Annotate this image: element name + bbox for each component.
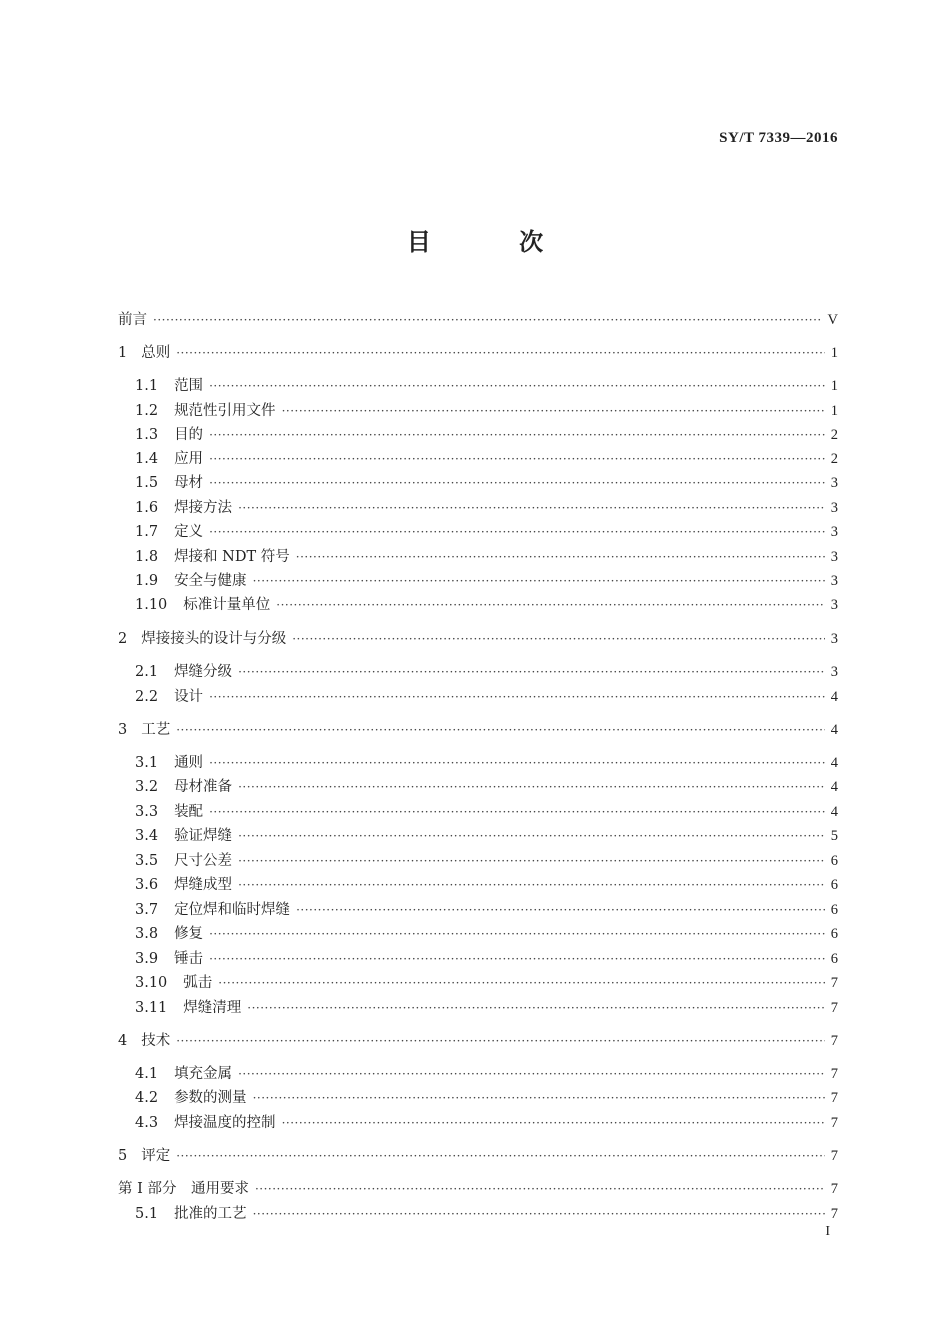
toc-entry-page: 3 — [830, 524, 838, 540]
toc-entry-number: 3.11 — [135, 1000, 168, 1016]
toc-dot-leader — [282, 400, 825, 422]
toc-dot-leader — [209, 521, 825, 543]
toc-dot-leader — [253, 1087, 825, 1109]
toc-entry-number: 1.1 — [135, 378, 159, 394]
toc-entry[interactable] — [135, 1087, 838, 1109]
toc-dot-leader — [238, 497, 825, 519]
toc-entry-page: 1 — [830, 345, 838, 361]
toc-entry-page: 1 — [830, 378, 838, 394]
toc-entry-title: 焊缝清理 — [183, 1000, 242, 1016]
toc-entry-title: 范围 — [174, 378, 204, 394]
toc-entry-title: 母材 — [174, 475, 204, 491]
toc-dot-leader — [238, 776, 825, 798]
toc-entry[interactable] — [135, 497, 838, 519]
toc-entry[interactable] — [135, 448, 838, 470]
toc-entry-page: 1 — [830, 403, 838, 419]
toc-entry-page: 7 — [830, 1090, 838, 1106]
toc-entry-page: 3 — [830, 475, 838, 491]
toc-dot-leader — [238, 874, 825, 896]
toc-entry-page: 4 — [830, 689, 838, 705]
toc-entry-page: 4 — [830, 779, 838, 795]
toc-entry[interactable] — [135, 899, 838, 921]
toc-entry-page: 7 — [830, 1181, 838, 1197]
toc-entry-title: 焊缝成型 — [174, 877, 233, 893]
toc-entry[interactable] — [135, 686, 838, 708]
toc-entry[interactable] — [135, 546, 838, 568]
toc-entry[interactable] — [118, 1030, 838, 1052]
toc-entry-page: 3 — [830, 631, 838, 647]
toc-entry[interactable] — [135, 1112, 838, 1134]
toc-entry-page: 3 — [830, 664, 838, 680]
toc-entry[interactable] — [135, 923, 838, 945]
toc-entry[interactable] — [135, 1063, 838, 1085]
toc-dot-leader — [296, 546, 825, 568]
toc-entry-number: 2.1 — [135, 664, 159, 680]
toc-entry-page: 3 — [830, 573, 838, 589]
toc-entry[interactable] — [135, 825, 838, 847]
toc-dot-leader — [176, 342, 825, 364]
toc-dot-leader — [176, 1145, 825, 1167]
toc-entry-title: 参数的测量 — [174, 1090, 247, 1106]
toc-entry-title: 标准计量单位 — [183, 597, 271, 613]
toc-dot-leader — [209, 752, 825, 774]
toc-entry[interactable] — [135, 521, 838, 543]
toc-entry[interactable] — [135, 375, 838, 397]
toc-entry[interactable] — [135, 424, 838, 446]
toc-entry-page: 4 — [830, 804, 838, 820]
toc-dot-leader — [255, 1178, 825, 1200]
toc-entry-title: 工艺 — [141, 722, 171, 738]
toc-entry[interactable] — [135, 850, 838, 872]
toc-entry-page: 2 — [830, 427, 838, 443]
toc-entry[interactable] — [135, 948, 838, 970]
toc-entry-page: 3 — [830, 500, 838, 516]
toc-dot-leader — [282, 1112, 825, 1134]
toc-entry-title: 焊接和 NDT 符号 — [174, 549, 290, 565]
toc-dot-leader — [176, 1030, 825, 1052]
toc-entry-title: 安全与健康 — [174, 573, 247, 589]
toc-entry-page: 7 — [830, 1000, 838, 1016]
toc-entry-page: 7 — [830, 1148, 838, 1164]
toc-dot-leader — [209, 375, 825, 397]
toc-dot-leader — [209, 472, 825, 494]
toc-entry[interactable] — [135, 661, 838, 683]
toc-entry-page: 7 — [830, 1033, 838, 1049]
toc-entry[interactable] — [118, 719, 838, 741]
toc-entry-title: 填充金属 — [174, 1066, 233, 1082]
toc-entry[interactable] — [135, 874, 838, 896]
toc-entry-page: V — [827, 312, 838, 328]
toc-entry-page: 3 — [830, 597, 838, 613]
toc-entry-page: 7 — [830, 1115, 838, 1131]
toc-dot-leader — [209, 686, 825, 708]
toc-entry-title: 装配 — [174, 804, 204, 820]
toc-entry-number: 3.9 — [135, 951, 159, 967]
toc-dot-leader — [209, 948, 825, 970]
toc-entry-number: 1.4 — [135, 451, 159, 467]
toc-entry-page: 3 — [830, 549, 838, 565]
toc-entry-title: 规范性引用文件 — [174, 403, 276, 419]
toc-dot-leader — [238, 850, 825, 872]
toc-entry-title: 定义 — [174, 524, 204, 540]
toc-entry-page: 7 — [830, 975, 838, 991]
toc-entry[interactable] — [135, 997, 838, 1019]
toc-entry-title: 焊接方法 — [174, 500, 233, 516]
toc-dot-leader — [238, 661, 825, 683]
toc-entry[interactable] — [135, 594, 838, 616]
toc-entry[interactable] — [118, 342, 838, 364]
toc-entry-number: 4 — [118, 1033, 128, 1049]
toc-entry-number: 1.3 — [135, 427, 159, 443]
toc-entry-page: 6 — [830, 853, 838, 869]
toc-entry[interactable] — [118, 628, 838, 650]
toc-entry-number: 3 — [118, 722, 128, 738]
toc-entry-title: 批准的工艺 — [174, 1206, 247, 1222]
toc-dot-leader — [176, 719, 825, 741]
toc-entry-number: 3.7 — [135, 902, 159, 918]
toc-dot-leader — [296, 899, 825, 921]
toc-dot-leader — [209, 923, 825, 945]
standard-code: SY/T 7339—2016 — [719, 130, 838, 146]
toc-entry-title: 通则 — [174, 755, 204, 771]
toc-entry-page: 6 — [830, 877, 838, 893]
toc-entry-page: 6 — [830, 951, 838, 967]
toc-entry-title: 母材准备 — [174, 779, 233, 795]
toc-entry-number: 5 — [118, 1148, 128, 1164]
toc-entry-number: 1.10 — [135, 597, 168, 613]
toc-entry-number: 4.1 — [135, 1066, 159, 1082]
toc-entry[interactable] — [135, 752, 838, 774]
toc-entry-number: 3.6 — [135, 877, 159, 893]
toc-dot-leader — [209, 424, 825, 446]
toc-entry-page: 6 — [830, 926, 838, 942]
toc-entry-page: 7 — [830, 1206, 838, 1222]
toc-entry-number: 1.9 — [135, 573, 159, 589]
toc-entry-title: 焊接温度的控制 — [174, 1115, 276, 1131]
toc-dot-leader — [153, 309, 822, 331]
toc-entry-number: 3.8 — [135, 926, 159, 942]
toc-entry[interactable] — [135, 472, 838, 494]
toc-entry-number: 1.5 — [135, 475, 159, 491]
toc-entry-title: 弧击 — [183, 975, 213, 991]
toc-entry-title: 技术 — [141, 1033, 171, 1049]
toc-dot-leader — [238, 825, 825, 847]
toc-entry-title: 设计 — [174, 689, 204, 705]
toc-entry[interactable] — [135, 570, 838, 592]
toc-entry-number: 1.2 — [135, 403, 159, 419]
toc-entry-title: 锤击 — [174, 951, 204, 967]
toc-entry-number: 5.1 — [135, 1206, 159, 1222]
toc-entry[interactable] — [118, 1178, 838, 1200]
toc-entry[interactable] — [135, 801, 838, 823]
toc-entry-number: 4.2 — [135, 1090, 159, 1106]
page-number: I — [825, 1224, 830, 1239]
toc-entry-number: 3.3 — [135, 804, 159, 820]
toc-entry-number: 1.8 — [135, 549, 159, 565]
toc-dot-leader — [253, 1203, 825, 1225]
toc-entry-title: 修复 — [174, 926, 204, 942]
toc-entry-title: 焊接接头的设计与分级 — [141, 631, 287, 647]
toc-entry-title: 第 I 部分 通用要求 — [118, 1181, 249, 1197]
toc-dot-leader — [276, 594, 824, 616]
toc-entry-title: 前言 — [118, 312, 147, 328]
toc-entry-page: 7 — [830, 1066, 838, 1082]
toc-dot-leader — [292, 628, 825, 650]
toc-entry[interactable] — [118, 1145, 838, 1167]
toc-entry-title: 验证焊缝 — [174, 828, 233, 844]
toc-dot-leader — [253, 570, 825, 592]
toc-entry-number: 4.3 — [135, 1115, 159, 1131]
toc-entry-title: 目的 — [174, 427, 204, 443]
toc-entry-title: 评定 — [141, 1148, 171, 1164]
toc-entry-number: 3.2 — [135, 779, 159, 795]
toc-dot-leader — [247, 997, 824, 1019]
toc-entry-number: 1.6 — [135, 500, 159, 516]
toc-entry-number: 2.2 — [135, 689, 159, 705]
toc-entry-page: 4 — [830, 722, 838, 738]
toc-entry-page: 2 — [830, 451, 838, 467]
toc-dot-leader — [238, 1063, 825, 1085]
toc-entry[interactable] — [135, 972, 838, 994]
toc-entry[interactable] — [118, 309, 838, 331]
toc-entry-number: 1.7 — [135, 524, 159, 540]
toc-entry-title: 尺寸公差 — [174, 853, 233, 869]
toc-entry[interactable] — [135, 776, 838, 798]
toc-entry-number: 2 — [118, 631, 128, 647]
toc-entry-page: 4 — [830, 755, 838, 771]
toc-entry-title: 定位焊和临时焊缝 — [174, 902, 291, 918]
page-title: 目 次 — [406, 228, 584, 256]
toc-entry[interactable] — [135, 400, 838, 422]
toc-entry-number: 3.4 — [135, 828, 159, 844]
toc-dot-leader — [209, 448, 825, 470]
toc-entry-number: 1 — [118, 345, 128, 361]
toc-dot-leader — [209, 801, 825, 823]
toc-dot-leader — [218, 972, 824, 994]
toc-entry-page: 5 — [830, 828, 838, 844]
toc-entry-number: 3.5 — [135, 853, 159, 869]
toc-entry-number: 3.10 — [135, 975, 168, 991]
toc-entry[interactable] — [135, 1203, 838, 1225]
toc-entry-title: 应用 — [174, 451, 204, 467]
toc-entry-page: 6 — [830, 902, 838, 918]
toc-entry-title: 焊缝分级 — [174, 664, 233, 680]
toc-entry-title: 总则 — [141, 345, 171, 361]
toc-entry-number: 3.1 — [135, 755, 159, 771]
